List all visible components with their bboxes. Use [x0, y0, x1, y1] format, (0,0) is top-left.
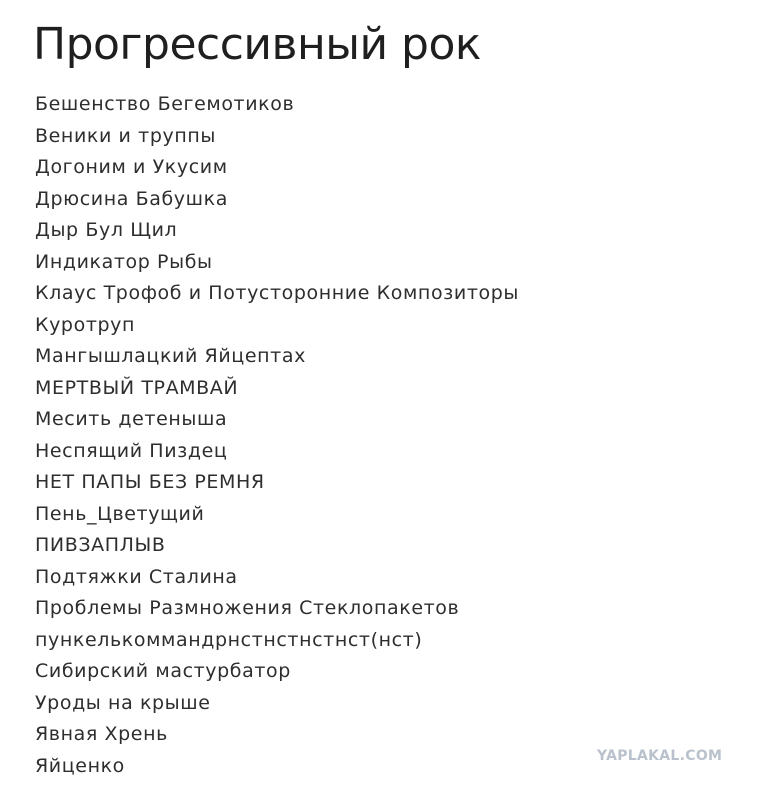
list-item: ПИВЗАПЛЫВ — [35, 534, 166, 556]
list-item: Дрюсина Бабушка — [35, 187, 228, 210]
watermark: YAPLAKAL.COM — [597, 748, 723, 764]
list-item: НЕТ ПАПЫ БЕЗ РЕМНЯ — [35, 471, 265, 493]
list-item: Индикатор Рыбы — [35, 250, 213, 273]
list-item: МЕРТВЫЙ ТРАМВАЙ — [35, 376, 239, 399]
list-item: Дыр Бул Щил — [35, 219, 178, 241]
list-item: Сибирский мастурбатор — [35, 660, 291, 682]
list-item: Веники и труппы — [35, 124, 216, 147]
list-item: пункелькоммандрнстнстнстнст(нст) — [35, 628, 423, 651]
list-item: Неспящий Пиздец — [35, 439, 228, 462]
list-item: Клаус Трофоб и Потусторонние Композиторы — [35, 282, 519, 304]
list-item: Пень_Цветущий — [35, 502, 205, 525]
list-item: Догоним и Укусим — [35, 156, 228, 178]
list-item: Явная Хрень — [35, 723, 168, 745]
list-item: Уроды на крыше — [35, 691, 211, 714]
list-item: Месить детеныша — [35, 408, 228, 430]
list-item: Бешенство Бегемотиков — [35, 93, 295, 115]
list-item: Подтяжки Сталина — [35, 565, 238, 588]
list-item: Яйценко — [35, 754, 125, 777]
list-item: Мангышлацкий Яйцептах — [35, 345, 306, 367]
list-item: Куротруп — [35, 313, 136, 336]
list-item: Проблемы Размножения Стеклопакетов — [35, 597, 460, 619]
page-title: Прогрессивный рок — [33, 19, 481, 70]
band-list — [35, 89, 519, 782]
